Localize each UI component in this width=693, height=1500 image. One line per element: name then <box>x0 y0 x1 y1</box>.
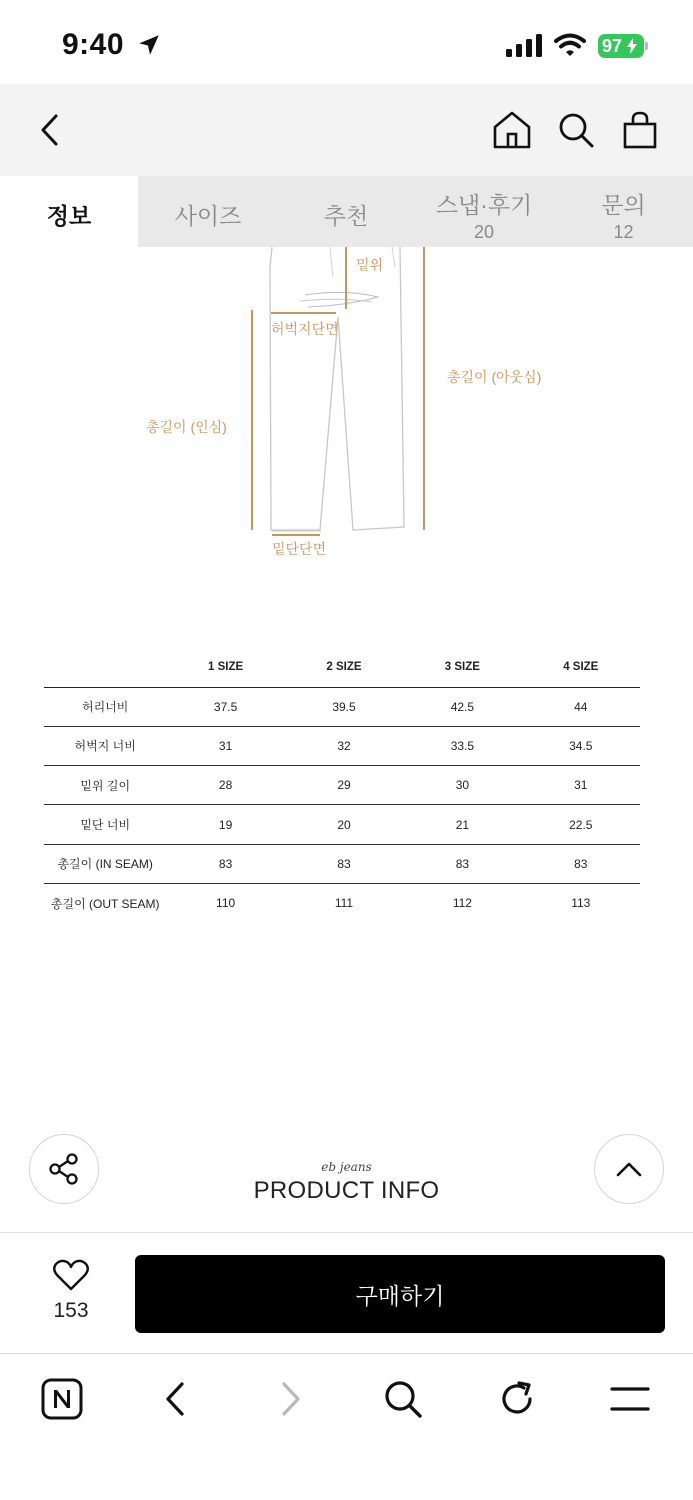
table-row <box>44 766 640 805</box>
table-cell: 83 <box>522 844 640 883</box>
tab-snap-review-count: 20 <box>473 222 495 242</box>
battery-tip <box>645 42 648 50</box>
tab-recommend-label: 추천 <box>323 203 369 229</box>
table-cell: 총길이 (IN SEAM) <box>44 844 166 883</box>
label-thigh: 허벅지단면 <box>271 321 339 337</box>
like-count: 153 <box>53 1299 89 1322</box>
status-bar <box>0 0 693 84</box>
table-cell: 42.5 <box>403 687 521 726</box>
table-cell: 110 <box>216 896 236 911</box>
table-cell: 32 <box>285 726 403 765</box>
table-row <box>44 805 640 844</box>
table-cell: 31 <box>522 766 640 805</box>
table-cell: 총길이 (OUT SEAM) <box>50 896 160 911</box>
naver-n-icon <box>41 1378 83 1420</box>
table-cell: 19 <box>166 805 284 844</box>
table-cell: 20 <box>285 805 403 844</box>
table-header-cell: 2 SIZE <box>285 648 403 687</box>
tab-recommend[interactable] <box>278 176 414 247</box>
app-header <box>0 84 693 176</box>
table-cell: 44 <box>522 687 640 726</box>
table-cell: 83 <box>285 844 403 883</box>
browser-forward-icon <box>279 1381 303 1417</box>
table-cell: 밑단 너비 <box>44 805 166 844</box>
table-cell: 허리너비 <box>44 687 166 726</box>
table-cell: 28 <box>166 766 284 805</box>
menu-button[interactable] <box>605 1374 655 1424</box>
tab-inquiry[interactable] <box>554 176 693 247</box>
status-time: 9:40 <box>62 28 125 61</box>
location-arrow-icon <box>136 32 162 58</box>
refresh-icon <box>497 1379 537 1419</box>
tab-snap-review[interactable] <box>414 176 554 247</box>
table-cell: 83 <box>403 844 521 883</box>
table-cell: 83 <box>166 844 284 883</box>
table-row <box>44 844 640 883</box>
buy-button[interactable]: 구매하기 <box>135 1255 665 1333</box>
tab-snap-review-label: 스냅·후기 <box>435 192 533 218</box>
back-button[interactable] <box>28 108 72 152</box>
search-icon <box>557 111 595 149</box>
browser-search-icon <box>383 1379 423 1419</box>
product-tabs <box>0 176 693 247</box>
table-header-row <box>44 648 640 687</box>
table-row <box>44 726 640 765</box>
tab-inquiry-count: 12 <box>613 222 634 242</box>
tab-info-label: 정보 <box>46 203 92 229</box>
table-cell: 34.5 <box>522 726 640 765</box>
table-header-cell: 3 SIZE <box>403 648 521 687</box>
label-inseam: 총길이 (인심) <box>146 419 227 435</box>
table-header-cell <box>44 648 166 687</box>
brand-name: eb jeans <box>321 1160 372 1174</box>
divider <box>0 1232 693 1233</box>
search-button[interactable] <box>554 108 598 152</box>
table-row <box>44 883 640 922</box>
cart-button[interactable] <box>618 108 662 152</box>
table-cell: 111 <box>334 896 354 911</box>
table-cell: 31 <box>166 726 284 765</box>
table-cell: 21 <box>403 805 521 844</box>
refresh-button[interactable] <box>492 1374 542 1424</box>
table-header-cell: 1 SIZE <box>166 648 284 687</box>
browser-toolbar <box>0 1354 693 1500</box>
pants-outline-illustration <box>0 247 693 577</box>
back-arrow-icon <box>38 113 62 147</box>
table-cell: 22.5 <box>522 805 640 844</box>
pants-measurement-diagram <box>0 247 693 577</box>
like-button[interactable] <box>40 1258 102 1323</box>
table-cell: 29 <box>285 766 403 805</box>
scroll-top-button[interactable] <box>594 1134 664 1204</box>
size-table <box>44 648 640 923</box>
shopping-bag-icon <box>622 110 658 150</box>
battery-level: 97 <box>602 36 623 56</box>
menu-icon <box>609 1385 651 1413</box>
table-cell: 33.5 <box>403 726 521 765</box>
table-cell: 밑위 길이 <box>44 766 166 805</box>
browser-back-button[interactable] <box>150 1374 200 1424</box>
cellular-signal-icon <box>506 34 544 58</box>
label-hem: 밑단단면 <box>272 541 327 557</box>
browser-forward-button[interactable] <box>266 1374 316 1424</box>
table-cell: 112 <box>452 896 472 911</box>
tab-inquiry-label: 문의 <box>601 192 646 218</box>
wifi-icon <box>554 33 586 57</box>
browser-back-icon <box>163 1381 187 1417</box>
table-cell: 39.5 <box>285 687 403 726</box>
label-outseam: 총길이 (아웃심) <box>447 369 542 385</box>
home-icon <box>492 110 532 150</box>
tab-size[interactable] <box>138 176 278 247</box>
table-cell: 113 <box>571 896 591 911</box>
charging-bolt-icon <box>627 38 637 54</box>
tab-info[interactable] <box>0 176 138 247</box>
battery-indicator <box>598 34 644 58</box>
tab-size-label: 사이즈 <box>174 203 242 229</box>
table-cell: 37.5 <box>166 687 284 726</box>
table-cell: 허벅지 너비 <box>44 726 166 765</box>
chevron-up-icon <box>615 1160 643 1178</box>
label-rise: 밑위 <box>356 257 384 273</box>
naver-home-button[interactable] <box>37 1374 87 1424</box>
table-cell: 30 <box>403 766 521 805</box>
heart-icon <box>52 1258 90 1292</box>
table-row <box>44 687 640 726</box>
browser-search-button[interactable] <box>378 1374 428 1424</box>
table-header-cell: 4 SIZE <box>522 648 640 687</box>
home-button[interactable] <box>490 108 534 152</box>
product-info-title: PRODUCT INFO <box>253 1177 440 1204</box>
